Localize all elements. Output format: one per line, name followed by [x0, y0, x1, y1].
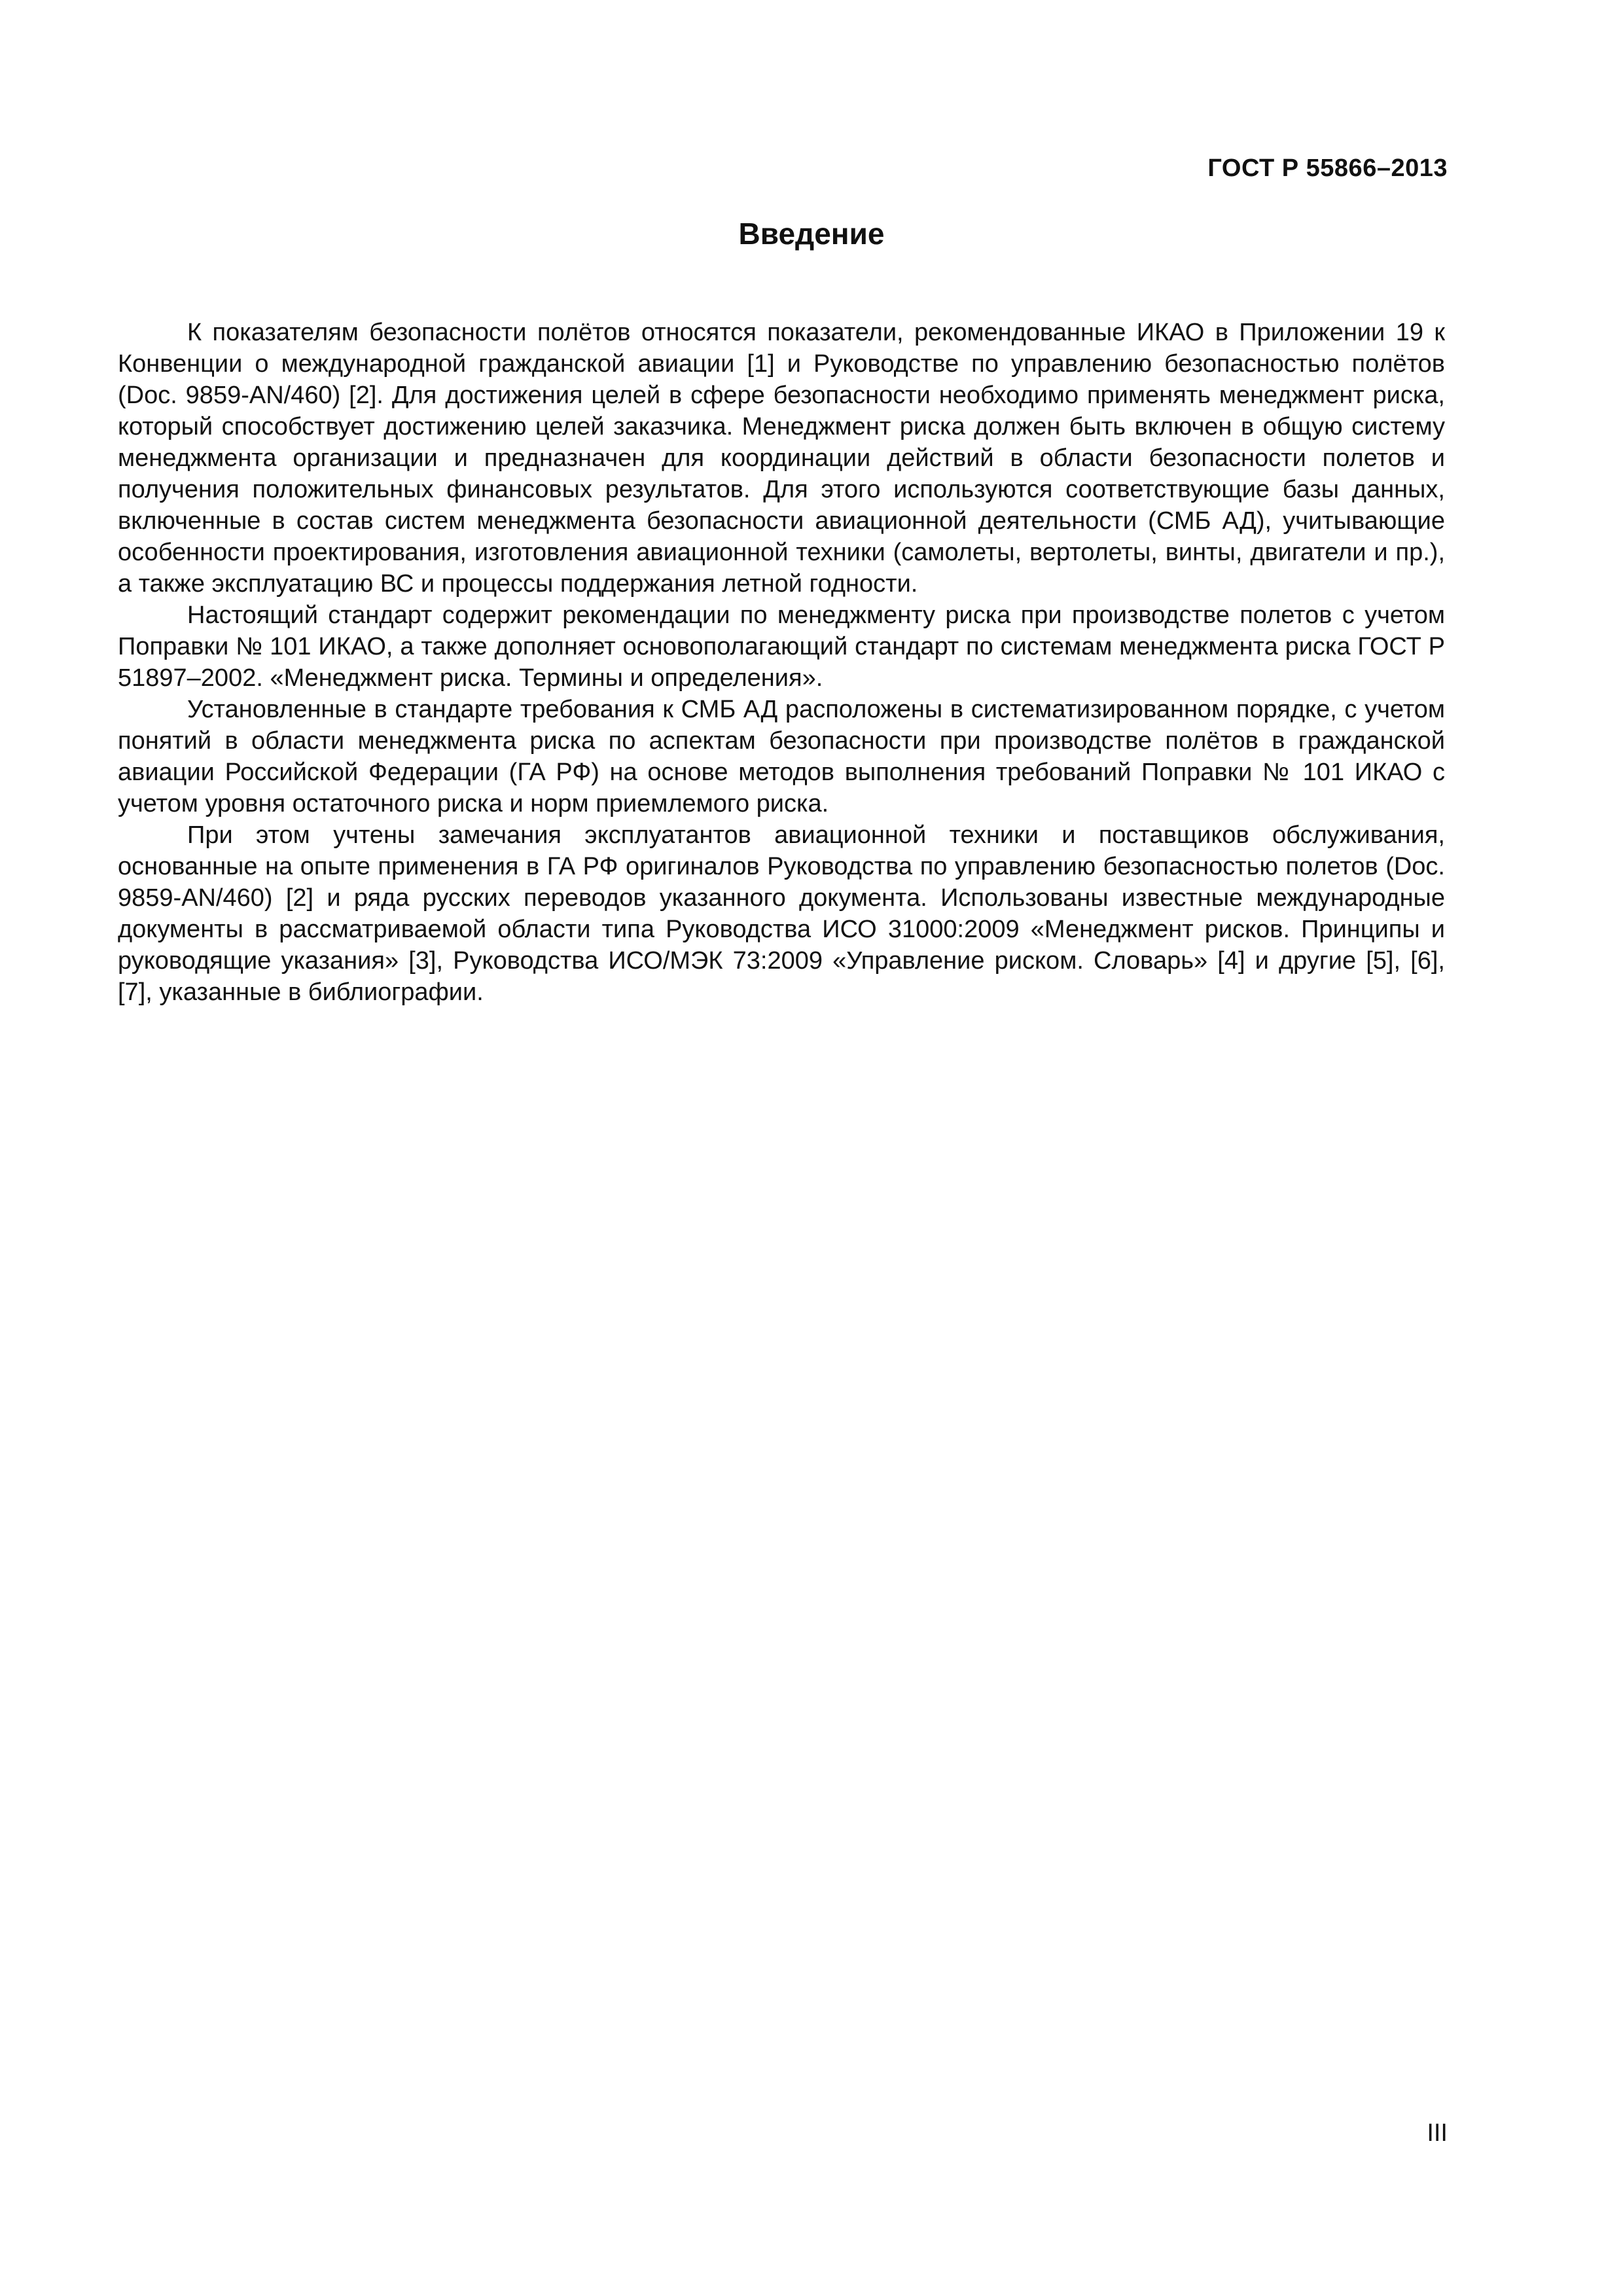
- introduction-body: [118, 317, 1445, 1008]
- paragraph: Настоящий стандарт содержит рекомендации по менеджменту риска при производстве полетов с учетом Поправки № 101 ИКАО, а также дополняет основополагающий стандарт по системам менеджмента риска ГОСТ Р 51897–2002. «Менеджмент риска. Термины и определения».: [118, 601, 1445, 692]
- section-title: Введение: [738, 217, 885, 251]
- paragraph: К показателям безопасности полётов относятся показатели, рекомендованные ИКАО в Приложении 19 к Конвенции о международной гражданской авиации [1] и Руководстве по управлению безопасностью полётов (Doc. 9859-AN/460) [2]. Для достижения целей в сфере безопасности необходимо применять менеджмент риска, который способствует достижению целей заказчика. Менеджмент риска должен быть включен в общую систему менеджмента организации и предназначен для координации действий в области безопасности полетов и получения положительных финансовых результатов. Для этого используются соответствующие базы данных, включенные в состав систем менеджмента безопасности авиационной деятельности (СМБ АД), учитывающие особенности проектирования, изготовления авиационной техники (самолеты, вертолеты, винты, двигатели и пр.), а также эксплуатацию ВС и процессы поддержания летной годности.: [118, 319, 1445, 598]
- document-identifier: ГОСТ Р 55866–2013: [1207, 154, 1448, 182]
- page-number: III: [1427, 2119, 1448, 2147]
- paragraph: Установленные в стандарте требования к СМБ АД расположены в систематизированном порядке, с учетом понятий в области менеджмента риска по аспектам безопасности при производстве полётов в гражданской авиации Российской Федерации (ГА РФ) на основе методов выполнения требований Поправки № 101 ИКАО с учетом уровня остаточного риска и норм приемлемого риска.: [118, 696, 1445, 817]
- paragraph: При этом учтены замечания эксплуатантов авиационной техники и поставщиков обслуживания, основанные на опыте применения в ГА РФ оригиналов Руководства по управлению безопасностью полетов (Doc. 9859-AN/460) [2] и ряда русских переводов указанного документа. Использованы известные международные документы в рассматриваемой области типа Руководства ИСО 31000:2009 «Менеджмент рисков. Принципы и руководящие указания» [3], Руководства ИСО/МЭК 73:2009 «Управление риском. Словарь» [4] и другие [5], [6], [7], указанные в библиографии.: [118, 821, 1445, 1006]
